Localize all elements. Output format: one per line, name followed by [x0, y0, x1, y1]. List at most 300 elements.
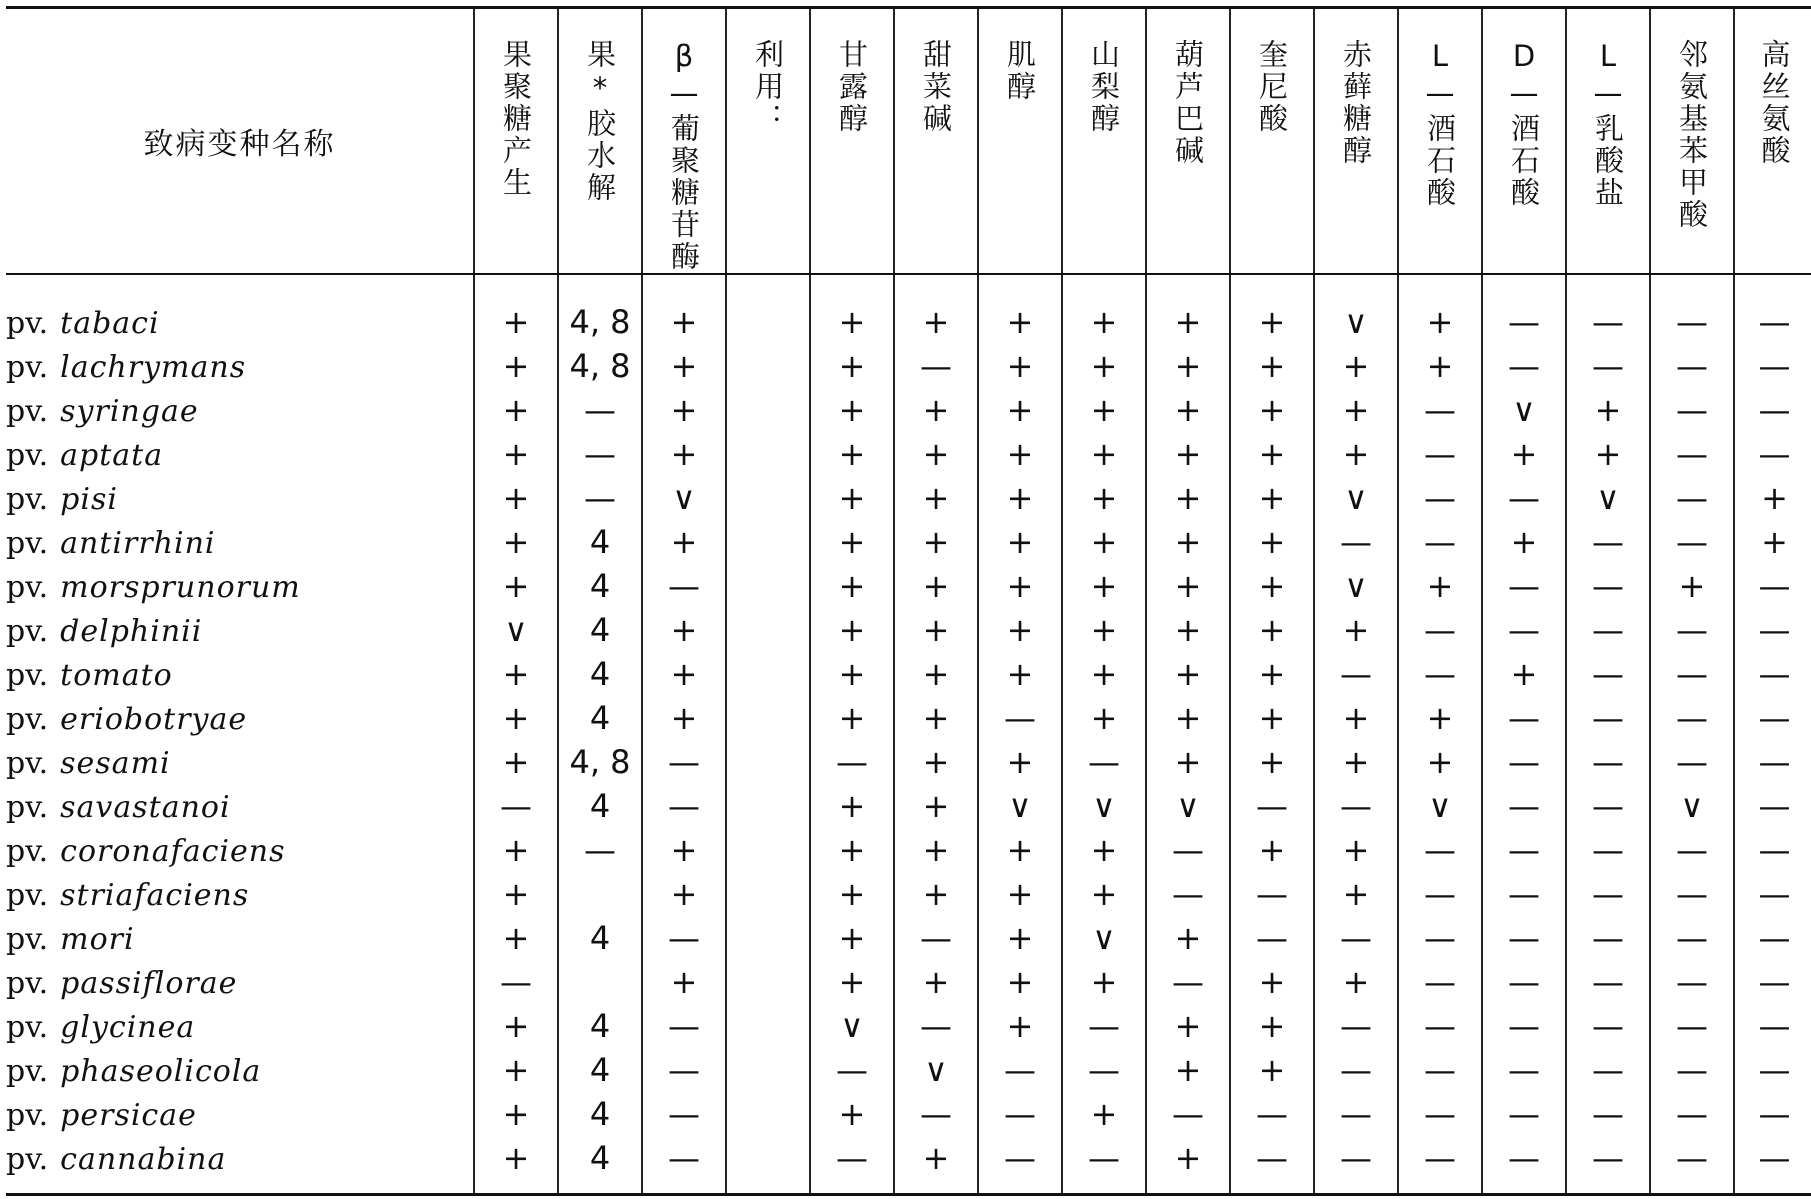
result-cell	[1398, 274, 1482, 345]
result-cell	[978, 653, 1062, 697]
result-cell	[894, 389, 978, 433]
result-value: —	[1676, 435, 1708, 473]
result-cell	[1062, 1005, 1146, 1049]
result-value: +	[1342, 699, 1370, 737]
result-cell	[474, 274, 558, 345]
result-cell	[1146, 345, 1230, 389]
result-cell	[894, 829, 978, 873]
result-cell	[978, 565, 1062, 609]
result-value: +	[838, 567, 866, 605]
result-value: +	[502, 523, 530, 561]
result-value: +	[1006, 875, 1034, 913]
result-value: —	[1088, 1051, 1120, 1089]
column-header	[1062, 8, 1146, 275]
result-cell	[1566, 653, 1650, 697]
result-cell	[1566, 1049, 1650, 1093]
pathovar-name-header: 致病变种名称	[6, 8, 474, 275]
result-value: —	[1676, 611, 1708, 649]
result-cell	[1566, 477, 1650, 521]
pathovar-epithet: morsprunorum	[60, 569, 301, 605]
result-value: —	[1592, 699, 1624, 737]
column-header-label: D—酒石酸	[1507, 39, 1541, 209]
table-row	[6, 345, 1811, 389]
result-cell	[474, 389, 558, 433]
result-value: +	[838, 919, 866, 957]
result-value: +	[1342, 875, 1370, 913]
result-cell	[978, 389, 1062, 433]
result-cell	[642, 1093, 726, 1137]
result-cell	[810, 653, 894, 697]
result-cell	[558, 1005, 642, 1049]
result-cell	[558, 433, 642, 477]
result-cell	[558, 873, 642, 917]
pathovar-name-cell	[6, 477, 474, 521]
result-cell	[1398, 961, 1482, 1005]
result-cell	[1062, 1093, 1146, 1137]
result-cell	[1146, 785, 1230, 829]
result-value: +	[1090, 875, 1118, 913]
result-value: —	[1592, 303, 1624, 341]
result-cell	[1230, 697, 1314, 741]
result-cell	[474, 873, 558, 917]
pathovar-name-cell	[6, 433, 474, 477]
result-value: —	[668, 743, 700, 781]
result-value: +	[1006, 919, 1034, 957]
result-value: —	[1508, 963, 1540, 1001]
pathovar-prefix: pv.	[6, 437, 49, 473]
result-value: +	[1006, 1007, 1034, 1045]
result-cell	[1062, 653, 1146, 697]
result-cell	[1734, 433, 1811, 477]
result-value: +	[502, 1007, 530, 1045]
result-value: +	[1174, 655, 1202, 693]
result-value: +	[1006, 611, 1034, 649]
result-value: —	[1676, 1007, 1708, 1045]
result-value: —	[1592, 1007, 1624, 1045]
result-value: +	[670, 523, 698, 561]
result-cell	[1650, 653, 1734, 697]
result-value: —	[1592, 567, 1624, 605]
result-value: +	[670, 699, 698, 737]
result-cell	[726, 1049, 810, 1093]
result-cell	[474, 1049, 558, 1093]
table-row	[6, 785, 1811, 829]
result-cell	[1314, 697, 1398, 741]
result-value: +	[838, 655, 866, 693]
result-cell	[978, 609, 1062, 653]
result-value: +	[1258, 347, 1286, 385]
result-cell	[1398, 873, 1482, 917]
result-value: —	[668, 787, 700, 825]
result-cell	[978, 274, 1062, 345]
result-cell	[1482, 1093, 1566, 1137]
result-cell	[1482, 389, 1566, 433]
result-cell	[558, 829, 642, 873]
result-value: +	[922, 611, 950, 649]
pathovar-name-cell	[6, 697, 474, 741]
result-value: +	[922, 963, 950, 1001]
table-row	[6, 389, 1811, 433]
result-cell	[474, 1093, 558, 1137]
result-cell	[726, 1005, 810, 1049]
result-cell	[1314, 477, 1398, 521]
result-cell	[1398, 433, 1482, 477]
result-cell	[1146, 917, 1230, 961]
result-cell	[1062, 1137, 1146, 1195]
result-value: —	[1424, 655, 1456, 693]
column-header	[1230, 8, 1314, 275]
pathovar-prefix: pv.	[6, 481, 49, 517]
result-cell	[894, 345, 978, 389]
result-cell	[894, 653, 978, 697]
pathovar-prefix: pv.	[6, 525, 49, 561]
result-value: —	[1508, 919, 1540, 957]
column-header	[1314, 8, 1398, 275]
result-cell	[558, 1049, 642, 1093]
result-value: —	[836, 1139, 868, 1177]
result-cell	[978, 829, 1062, 873]
result-cell	[1398, 389, 1482, 433]
result-value: +	[502, 303, 530, 341]
result-value: —	[1592, 523, 1624, 561]
result-cell	[1314, 1049, 1398, 1093]
result-value: +	[1258, 479, 1286, 517]
result-cell	[1566, 274, 1650, 345]
result-cell	[1230, 477, 1314, 521]
table-row	[6, 521, 1811, 565]
result-value: —	[1758, 963, 1791, 1001]
result-cell	[474, 521, 558, 565]
pathovar-name-cell	[6, 1093, 474, 1137]
result-cell	[894, 961, 978, 1005]
result-value: +	[922, 435, 950, 473]
result-cell	[1230, 1093, 1314, 1137]
result-value: +	[502, 655, 530, 693]
result-value: +	[670, 831, 698, 869]
result-value: ∨	[1428, 787, 1452, 825]
result-value: —	[1424, 611, 1456, 649]
result-value: +	[1006, 391, 1034, 429]
result-cell	[1146, 521, 1230, 565]
result-cell	[978, 785, 1062, 829]
result-cell	[894, 1093, 978, 1137]
result-cell	[1650, 829, 1734, 873]
result-cell	[1146, 389, 1230, 433]
result-value: 4, 8	[569, 347, 631, 385]
result-cell	[978, 1137, 1062, 1195]
result-cell	[1062, 433, 1146, 477]
result-value: ∨	[924, 1051, 948, 1089]
result-cell	[1398, 345, 1482, 389]
result-cell	[1734, 917, 1811, 961]
result-cell	[1398, 1049, 1482, 1093]
pathovar-epithet: tomato	[60, 657, 173, 693]
result-cell	[558, 565, 642, 609]
result-value: —	[1424, 875, 1456, 913]
result-value: +	[1174, 1051, 1202, 1089]
result-cell	[810, 1137, 894, 1195]
result-cell	[1062, 389, 1146, 433]
result-cell	[558, 521, 642, 565]
table-header	[6, 8, 1811, 275]
result-value: —	[1508, 567, 1540, 605]
pathovar-name-cell	[6, 609, 474, 653]
column-header-label: 葫芦巴碱	[1171, 39, 1205, 167]
result-value: +	[1006, 567, 1034, 605]
pathovar-epithet: striafaciens	[60, 877, 250, 913]
result-value: +	[1090, 567, 1118, 605]
column-header-label: 利用：	[751, 39, 785, 135]
result-value: +	[1090, 391, 1118, 429]
result-value: —	[1508, 831, 1540, 869]
result-value: —	[668, 1007, 700, 1045]
result-cell	[642, 389, 726, 433]
result-cell	[1734, 345, 1811, 389]
pathovar-prefix: pv.	[6, 1053, 49, 1089]
result-cell	[978, 961, 1062, 1005]
result-value: —	[1758, 303, 1791, 341]
result-cell	[642, 609, 726, 653]
result-value: ∨	[840, 1007, 864, 1045]
result-cell	[1314, 653, 1398, 697]
result-cell	[810, 477, 894, 521]
result-value: +	[502, 1139, 530, 1177]
result-value: —	[668, 567, 700, 605]
result-cell	[810, 433, 894, 477]
column-header-label: 高丝氨酸	[1757, 39, 1792, 167]
result-cell	[1146, 829, 1230, 873]
result-value: ∨	[1092, 919, 1116, 957]
result-cell	[558, 477, 642, 521]
result-value: +	[1174, 435, 1202, 473]
result-value: —	[1676, 479, 1708, 517]
result-cell	[1482, 433, 1566, 477]
result-value: +	[1258, 699, 1286, 737]
pathovar-prefix: pv.	[6, 1097, 49, 1133]
result-value: —	[1592, 611, 1624, 649]
result-cell	[978, 917, 1062, 961]
result-cell	[1566, 961, 1650, 1005]
pathovar-name-cell	[6, 961, 474, 1005]
result-cell	[726, 609, 810, 653]
result-cell	[1314, 345, 1398, 389]
result-value: +	[502, 435, 530, 473]
result-cell	[1230, 961, 1314, 1005]
result-value: +	[838, 611, 866, 649]
result-cell	[1230, 873, 1314, 917]
result-value: —	[1758, 875, 1791, 913]
result-value: —	[1676, 391, 1708, 429]
column-header-label: 山梨醇	[1087, 39, 1121, 135]
result-value: —	[1340, 919, 1372, 957]
result-cell	[1062, 741, 1146, 785]
result-value: —	[1256, 875, 1288, 913]
result-cell	[642, 697, 726, 741]
result-value: —	[1676, 1095, 1708, 1133]
result-value: +	[1174, 611, 1202, 649]
result-value: +	[838, 391, 866, 429]
result-cell	[1482, 477, 1566, 521]
result-value: —	[1758, 655, 1791, 693]
result-cell	[1230, 741, 1314, 785]
result-cell	[1566, 1137, 1650, 1195]
result-value: —	[920, 347, 952, 385]
result-value: —	[1340, 523, 1372, 561]
result-cell	[1734, 1137, 1811, 1195]
column-header-label: 甜菜碱	[919, 39, 953, 135]
result-cell	[726, 565, 810, 609]
result-value: +	[1258, 611, 1286, 649]
result-cell	[810, 1049, 894, 1093]
result-cell	[1482, 565, 1566, 609]
result-cell	[1230, 1005, 1314, 1049]
result-cell	[1230, 609, 1314, 653]
result-value: +	[922, 875, 950, 913]
result-cell	[1566, 521, 1650, 565]
result-cell	[1734, 653, 1811, 697]
pathovar-name-cell	[6, 829, 474, 873]
result-cell	[894, 433, 978, 477]
table-row	[6, 873, 1811, 917]
result-value: —	[668, 1139, 700, 1177]
table-row	[6, 609, 1811, 653]
result-cell	[1650, 274, 1734, 345]
result-value: —	[1676, 963, 1708, 1001]
result-cell	[726, 917, 810, 961]
result-value: +	[670, 963, 698, 1001]
result-cell	[642, 274, 726, 345]
result-cell	[1650, 1137, 1734, 1195]
result-value: 4	[589, 567, 611, 605]
column-header	[726, 8, 810, 275]
result-cell	[474, 1005, 558, 1049]
result-cell	[1566, 389, 1650, 433]
result-value: —	[1424, 1051, 1456, 1089]
pathovar-epithet: antirrhini	[60, 525, 216, 561]
result-value: +	[922, 523, 950, 561]
result-value: —	[1676, 1139, 1708, 1177]
result-value: —	[1758, 347, 1791, 385]
result-cell	[810, 1093, 894, 1137]
result-cell	[1146, 961, 1230, 1005]
result-cell	[726, 521, 810, 565]
result-cell	[1398, 1137, 1482, 1195]
pathovar-name-cell	[6, 1005, 474, 1049]
result-cell	[558, 917, 642, 961]
result-value: ∨	[1512, 391, 1536, 429]
result-cell	[558, 345, 642, 389]
result-cell	[978, 697, 1062, 741]
result-value: —	[1758, 1095, 1791, 1133]
result-cell	[726, 477, 810, 521]
result-value: —	[1424, 963, 1456, 1001]
result-cell	[1482, 917, 1566, 961]
pathovar-prefix: pv.	[6, 569, 49, 605]
result-value: +	[1678, 567, 1706, 605]
result-value: —	[584, 435, 616, 473]
result-cell	[1734, 609, 1811, 653]
result-value: +	[922, 391, 950, 429]
result-value: +	[670, 435, 698, 473]
pathovar-epithet: cannabina	[60, 1141, 227, 1177]
result-cell	[642, 345, 726, 389]
pathovar-epithet: pisi	[60, 481, 118, 517]
result-cell	[1734, 785, 1811, 829]
pathovar-epithet: lachrymans	[60, 349, 247, 385]
pathovar-name-cell	[6, 785, 474, 829]
table-body	[6, 274, 1811, 1195]
result-value: +	[922, 743, 950, 781]
result-cell	[810, 917, 894, 961]
result-cell	[1062, 829, 1146, 873]
result-cell	[894, 1005, 978, 1049]
result-value: —	[1676, 303, 1708, 341]
result-cell	[1314, 274, 1398, 345]
result-cell	[1566, 565, 1650, 609]
result-value: 4	[589, 1051, 611, 1089]
result-cell	[726, 274, 810, 345]
result-value: —	[1676, 699, 1708, 737]
result-value: —	[1758, 1051, 1791, 1089]
result-cell	[642, 961, 726, 1005]
result-cell	[1230, 521, 1314, 565]
result-value: —	[1172, 1095, 1204, 1133]
result-cell	[1146, 477, 1230, 521]
result-cell	[1314, 521, 1398, 565]
result-value: +	[838, 1095, 866, 1133]
result-value: 4	[589, 1095, 611, 1133]
result-value: +	[838, 435, 866, 473]
column-header	[1734, 8, 1811, 275]
result-cell	[1146, 741, 1230, 785]
result-cell	[1314, 873, 1398, 917]
result-value: —	[1592, 1139, 1624, 1177]
result-value: —	[1676, 523, 1708, 561]
result-value: +	[922, 567, 950, 605]
column-header	[642, 8, 726, 275]
result-cell	[1650, 389, 1734, 433]
table-row	[6, 433, 1811, 477]
pathovar-name-cell	[6, 565, 474, 609]
pathovar-name-cell	[6, 1049, 474, 1093]
result-cell	[474, 917, 558, 961]
result-value: +	[1342, 831, 1370, 869]
result-cell	[1734, 565, 1811, 609]
result-value: +	[502, 391, 530, 429]
column-header-label: 邻氨基苯甲酸	[1675, 39, 1709, 231]
result-cell	[1314, 609, 1398, 653]
result-value: +	[670, 611, 698, 649]
result-value: +	[1174, 391, 1202, 429]
result-value: —	[1758, 831, 1791, 869]
result-cell	[1146, 653, 1230, 697]
result-cell	[1398, 741, 1482, 785]
result-cell	[1230, 829, 1314, 873]
result-cell	[642, 521, 726, 565]
result-cell	[1230, 433, 1314, 477]
result-cell	[1650, 741, 1734, 785]
result-value: —	[1424, 1139, 1456, 1177]
result-value: +	[838, 699, 866, 737]
result-value: +	[1006, 523, 1034, 561]
result-value: —	[1592, 787, 1624, 825]
result-value: +	[1006, 347, 1034, 385]
table-row	[6, 1049, 1811, 1093]
result-value: +	[1342, 435, 1370, 473]
result-value: —	[1758, 391, 1791, 429]
result-cell	[1230, 274, 1314, 345]
result-value: +	[838, 523, 866, 561]
